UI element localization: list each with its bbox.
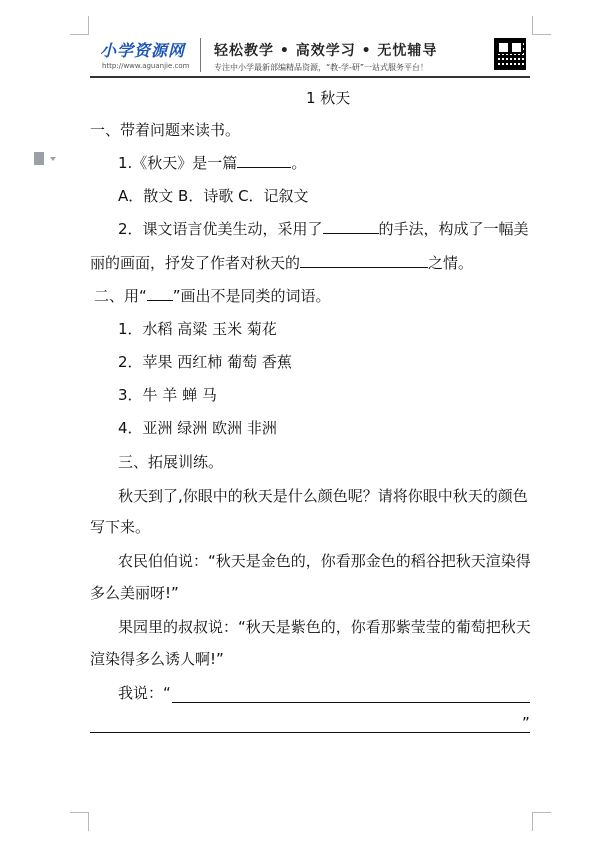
document-icon[interactable] xyxy=(34,152,44,165)
crop-mark-bottom-left xyxy=(70,812,89,831)
section-2-heading xyxy=(94,286,331,306)
crop-mark-top-left xyxy=(70,16,89,35)
word-group-4: 4．亚洲 绿洲 欧洲 非洲 xyxy=(118,419,277,437)
section-3-heading: 三、拓展训练。 xyxy=(118,453,224,471)
question-1-end: 。 xyxy=(291,154,307,172)
page-header xyxy=(90,34,530,76)
section-1-heading: 一、带着问题来读书。 xyxy=(90,121,241,139)
word-group-2: 2．苹果 西红柿 葡萄 香蕉 xyxy=(118,353,292,371)
answer-blank[interactable] xyxy=(323,219,379,234)
question-2-text-d: 之情。 xyxy=(428,254,474,272)
question-1-options: A．散文 B．诗歌 C．记叙文 xyxy=(118,187,309,205)
question-2-line-1 xyxy=(118,219,529,239)
question-2-text-a: 2．课文语言优美生动，采用了 xyxy=(118,220,323,238)
word-group-3: 3．牛 羊 蝉 马 xyxy=(118,386,217,404)
crop-mark-bottom-right xyxy=(532,812,551,831)
paragraph-3-line-1: 果园里的叔叔说：“秋天是紫色的，你看那紫莹莹的葡萄把秋天 xyxy=(118,618,531,636)
paragraph-3-line-2: 渲染得多么诱人啊!” xyxy=(90,650,224,668)
page-title: 1 秋天 xyxy=(306,89,351,107)
header-rule xyxy=(90,76,530,78)
my-answer-end-quote: ” xyxy=(522,714,530,732)
my-answer-label: 我说：“ xyxy=(118,684,171,702)
header-subslogan: 专注中小学最新部编精品资源，“教-学-研”一站式服务平台！ xyxy=(214,63,429,72)
paragraph-1-line-1: 秋天到了,你眼中的秋天是什么颜色呢？请将你眼中秋天的颜色 xyxy=(118,487,528,505)
paragraph-2-line-1: 农民伯伯说：“秋天是金色的，你看那金色的稻谷把秋天渲染得 xyxy=(118,552,531,570)
section-2-text-b: ”画出不是同类的词语。 xyxy=(172,287,331,305)
crop-mark-top-right xyxy=(532,16,551,35)
section-2-text-a: 二、用“ xyxy=(94,287,147,305)
answer-line-1[interactable] xyxy=(172,702,530,703)
question-1 xyxy=(118,153,306,173)
question-2-text-b: 的手法，构成了一幅美 xyxy=(378,220,529,238)
site-logo: 小学资源网 xyxy=(100,41,186,60)
word-group-1: 1．水稻 高粱 玉米 菊花 xyxy=(118,320,277,338)
header-slogan: 轻松教学 • 高效学习 • 无忧辅导 xyxy=(214,43,438,59)
underline-sample xyxy=(147,286,173,301)
site-url: http://www.aguanjie.com xyxy=(102,62,190,70)
question-1-text: 1.《秋天》是一篇 xyxy=(118,154,238,172)
qr-code-icon xyxy=(494,38,526,70)
answer-blank[interactable] xyxy=(237,153,291,168)
paragraph-1-line-2: 写下来。 xyxy=(90,518,151,536)
question-2-line-2 xyxy=(90,253,473,273)
paragraph-2-line-2: 多么美丽呀!” xyxy=(90,584,179,602)
question-2-text-c: 丽的画面，抒发了作者对秋天的 xyxy=(90,254,301,272)
header-divider xyxy=(200,38,201,72)
answer-blank[interactable] xyxy=(300,253,428,268)
answer-line-2[interactable] xyxy=(90,732,530,733)
